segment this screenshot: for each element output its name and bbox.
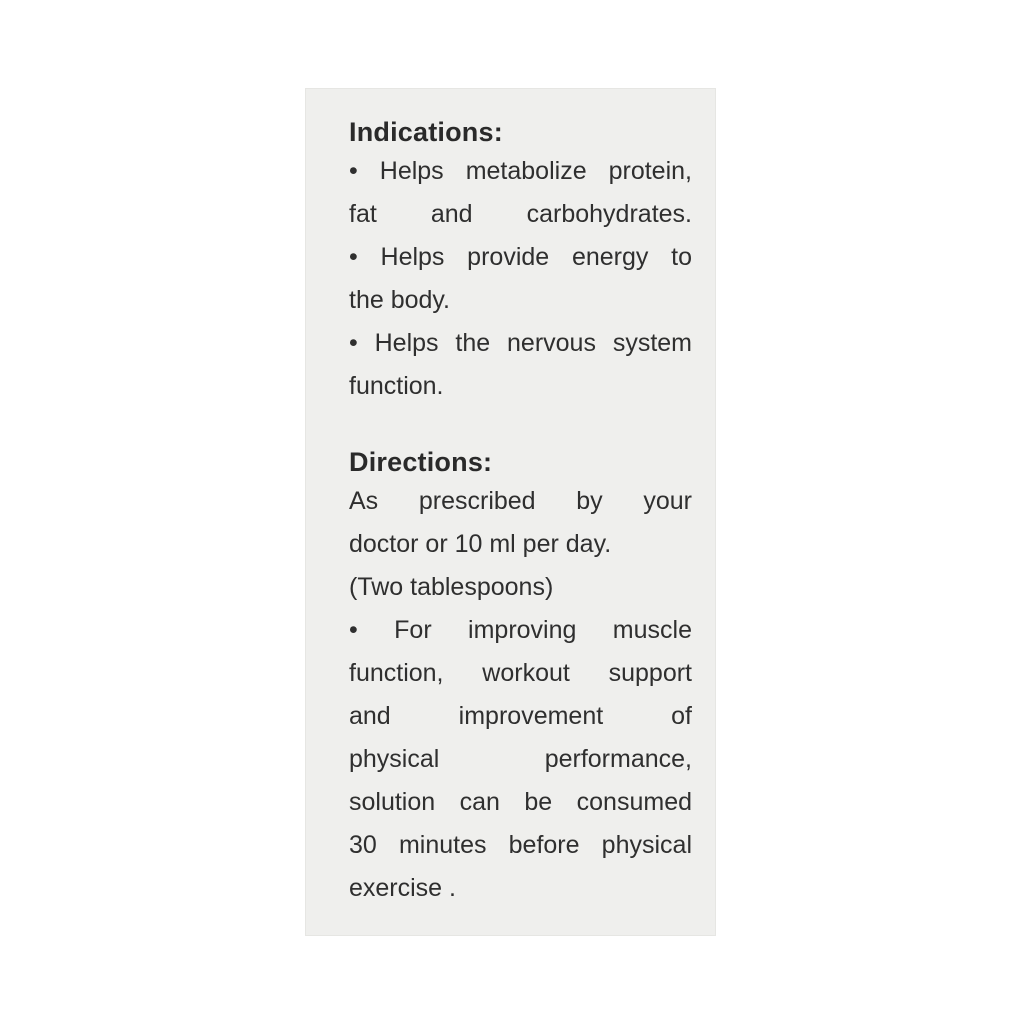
directions-line-5: function, workout support bbox=[349, 659, 692, 687]
directions-heading: Directions: bbox=[349, 447, 493, 477]
indications-heading: Indications: bbox=[349, 117, 503, 147]
directions-line-9: 30 minutes before physical bbox=[349, 831, 692, 859]
label-text-block bbox=[349, 114, 692, 910]
indications-line-1: • Helps metabolize protein, bbox=[349, 157, 692, 185]
directions-line-4: • For improving muscle bbox=[349, 616, 692, 644]
indications-line-3: • Helps provide energy to bbox=[349, 243, 692, 271]
indications-line-6: function. bbox=[349, 372, 444, 400]
indications-line-5: • Helps the nervous system bbox=[349, 329, 692, 357]
indications-line-2: fat and carbohydrates. bbox=[349, 200, 692, 228]
product-label-panel bbox=[305, 88, 716, 936]
directions-line-8: solution can be consumed bbox=[349, 788, 692, 816]
directions-line-7: physical performance, bbox=[349, 745, 692, 773]
directions-line-1: As prescribed by your bbox=[349, 487, 692, 515]
section-spacer bbox=[349, 408, 692, 444]
directions-line-3: (Two tablespoons) bbox=[349, 573, 554, 601]
directions-line-2: doctor or 10 ml per day. bbox=[349, 530, 612, 558]
directions-line-10: exercise . bbox=[349, 874, 456, 902]
indications-line-4: the body. bbox=[349, 286, 451, 314]
directions-line-6: and improvement of bbox=[349, 702, 692, 730]
